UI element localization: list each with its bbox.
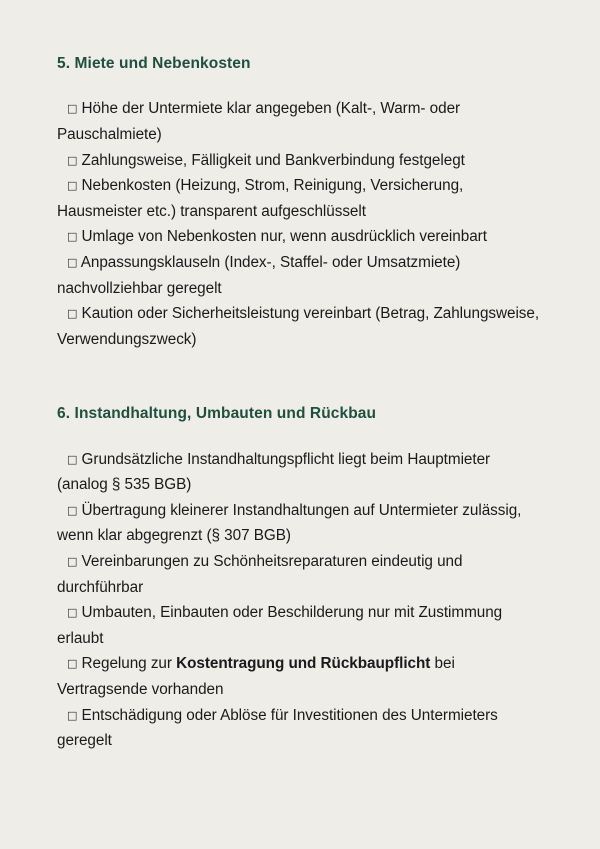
checklist-item[interactable] <box>57 148 543 174</box>
checklist-item-label <box>57 655 455 698</box>
checkbox-icon[interactable]: □ <box>67 102 78 116</box>
checklist-item[interactable] <box>57 498 543 549</box>
checklist-item[interactable] <box>57 703 543 754</box>
plain-text: Grundsätzliche Instandhaltungspflicht liegt beim Hauptmieter (analog § 535 BGB) <box>57 450 491 494</box>
checkbox-icon[interactable]: □ <box>67 657 78 671</box>
checklist-item[interactable] <box>57 651 543 702</box>
checklist <box>57 447 543 754</box>
checklist-item-label <box>57 254 460 297</box>
plain-text: Anpassungsklauseln (Index-, Staffel- oder Umsatzmiete) nachvollziehbar geregelt <box>57 253 461 297</box>
checkbox-icon[interactable]: □ <box>67 606 78 620</box>
plain-text: Übertragung kleinerer Instandhaltungen auf Untermieter zulässig, wenn klar abgegrenzt (§ 307 BGB) <box>57 501 522 545</box>
checklist-item-label <box>57 100 460 143</box>
checklist-item[interactable] <box>57 173 543 224</box>
checklist-item[interactable] <box>57 600 543 651</box>
checklist-item-label <box>57 177 463 220</box>
checkbox-icon[interactable]: □ <box>67 255 78 269</box>
section-heading: 5. Miete und Nebenkosten <box>57 55 251 72</box>
checklist <box>57 96 543 352</box>
checkbox-icon[interactable]: □ <box>67 555 78 569</box>
checkbox-icon[interactable]: □ <box>67 153 78 167</box>
checkbox-icon[interactable]: □ <box>67 307 78 321</box>
plain-text: Kaution oder Sicherheitsleistung vereinbart (Betrag, Zahlungsweise, Verwendungszweck) <box>57 305 540 348</box>
checklist-section <box>57 54 543 352</box>
checklist-item[interactable] <box>57 96 543 147</box>
document-content <box>57 54 543 754</box>
checkbox-icon[interactable]: □ <box>67 708 78 722</box>
plain-text: Regelung zur <box>81 655 177 673</box>
plain-text: Zahlungsweise, Fälligkeit und Bankverbindung festgelegt <box>81 151 465 169</box>
checklist-item-label <box>57 604 502 647</box>
checklist-item-label <box>57 707 498 750</box>
section-heading: 6. Instandhaltung, Umbauten und Rückbau <box>57 405 377 423</box>
checklist-item[interactable] <box>57 549 543 600</box>
checkbox-icon[interactable]: □ <box>67 179 78 193</box>
plain-text: bei Vertragsende vorhanden <box>57 655 455 699</box>
plain-text: Umlage von Nebenkosten nur, wenn ausdrücklich vereinbart <box>81 228 487 246</box>
checklist-item[interactable] <box>57 224 543 250</box>
checklist-item[interactable] <box>57 447 543 498</box>
checklist-item-label <box>82 152 465 169</box>
emphasis-text: Kostentragung und Rückbaupflicht <box>176 655 431 673</box>
plain-text: Entschädigung oder Ablöse für Investitionen des Untermieters geregelt <box>57 706 498 750</box>
plain-text: Höhe der Untermiete klar angegeben (Kalt-, Warm- oder Pauschalmiete) <box>57 100 461 143</box>
checklist-section <box>57 404 543 754</box>
plain-text: Nebenkosten (Heizung, Strom, Reinigung, Versicherung, Hausmeister etc.) transparent aufgeschlüsselt <box>57 177 464 220</box>
checklist-item-label <box>82 228 487 245</box>
checklist-item[interactable] <box>57 250 543 301</box>
plain-text: Umbauten, Einbauten oder Beschilderung nur mit Zustimmung erlaubt <box>57 604 503 647</box>
checklist-item-label <box>57 451 490 494</box>
checkbox-icon[interactable]: □ <box>67 503 78 517</box>
checkbox-icon[interactable]: □ <box>67 230 78 244</box>
checklist-item-label <box>57 305 539 348</box>
checklist-item-label <box>57 502 521 545</box>
checklist-item[interactable] <box>57 301 543 352</box>
checkbox-icon[interactable]: □ <box>67 452 78 466</box>
plain-text: Vereinbarungen zu Schönheitsreparaturen eindeutig und durchführbar <box>57 553 463 596</box>
checklist-item-label <box>57 553 462 596</box>
